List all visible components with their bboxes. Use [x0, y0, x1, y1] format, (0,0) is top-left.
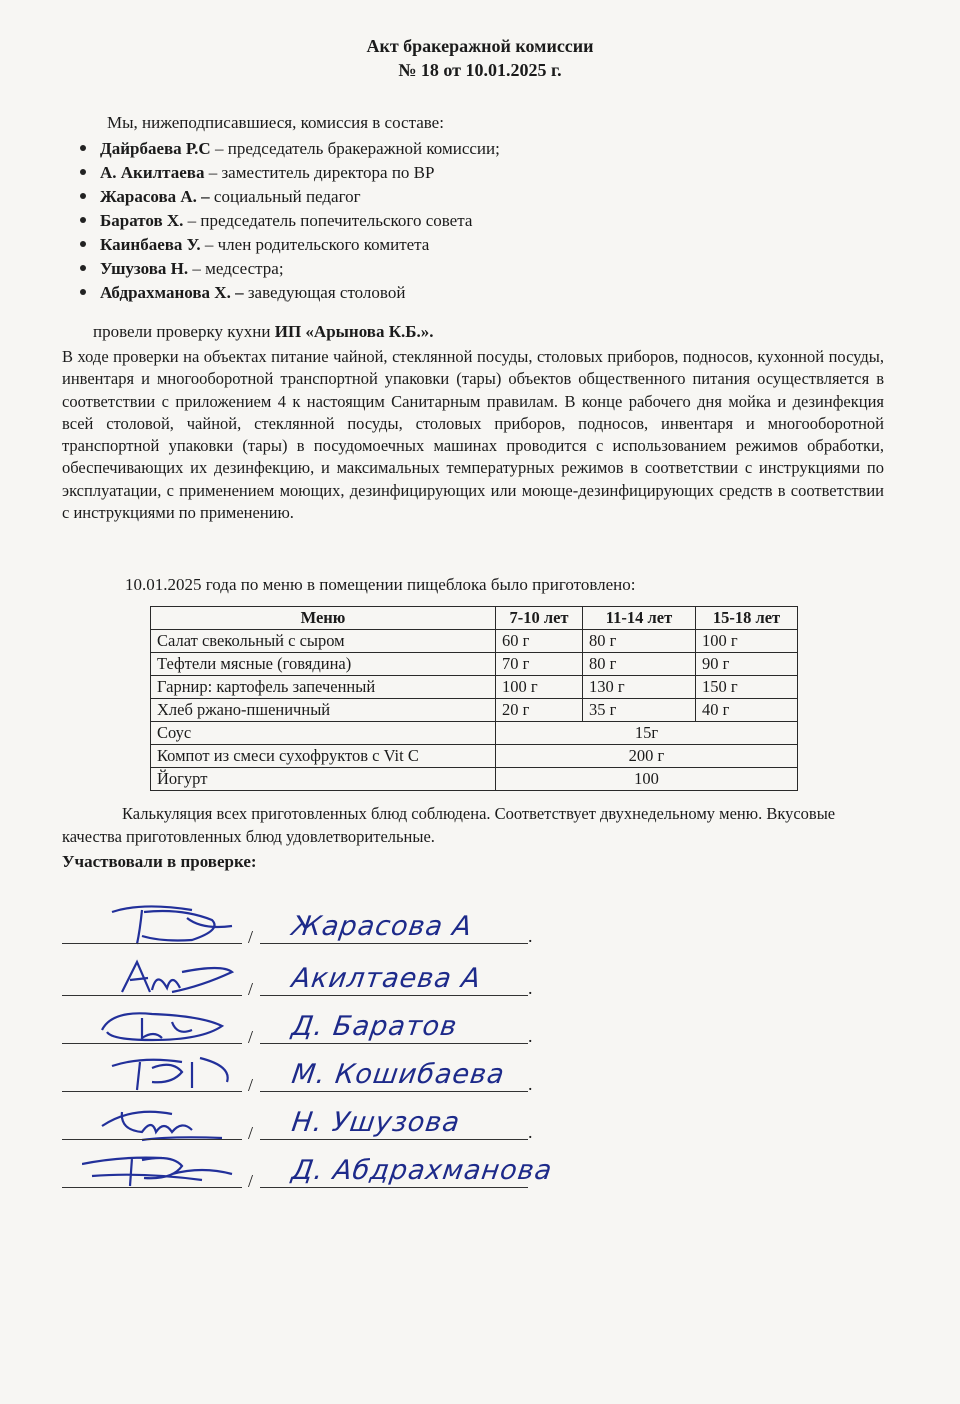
- bullet-icon: [80, 193, 86, 199]
- separator-slash: /: [248, 979, 254, 999]
- bullet-icon: [80, 217, 86, 223]
- table-cell: 100 г: [496, 676, 583, 699]
- table-cell: 100 г: [696, 630, 798, 653]
- bullet-icon: [80, 145, 86, 151]
- table-cell: 80 г: [583, 653, 696, 676]
- signature-mark: [82, 900, 242, 948]
- signature-mark: [82, 1144, 242, 1192]
- signature-mark: [82, 1048, 242, 1096]
- table-cell: 60 г: [496, 630, 583, 653]
- inspection-paragraph: В ходе проверки на объектах питание чайной, стеклянной посуды, столовых приборов, подносов, кухонной посуды, инвентаря и многооборотной транспортной упаковки (тары) объектов общественного питания осуществляется в соответствии с приложением 4 к настоящим Санитарным правилам. В конце рабочего дня мойка и дезинфекция всей столовой, чайной, стеклянной посуды, столовых приборов, подносов, инвентаря и многооборотной транспортной упаковки (тары) в посудомоечных машинах проводится с использованием режимов обработки, обеспечивающих их дезинфекцию, и максимальных температурных режимов в соответствии с инструкциями по эксплуатации, с применением моющих, дезинфицирующих или моюще-дезинфицирующих средств в соответствии с инструкциями по применению.: [62, 347, 884, 523]
- handwritten-name: Акилтаева А: [289, 963, 484, 994]
- handwritten-name: Д. Абдрахманова: [289, 1155, 555, 1186]
- member-role: – заместитель директора по ВР: [204, 163, 435, 182]
- signature-row: [62, 1000, 542, 1050]
- signature-line: [62, 1043, 242, 1044]
- table-cell: Компот из смеси сухофруктов с Vit C: [151, 745, 496, 768]
- table-cell: 15г: [496, 722, 798, 745]
- table-cell: 200 г: [496, 745, 798, 768]
- table-cell: Соус: [151, 722, 496, 745]
- document-title: Акт бракеражной комиссии: [366, 36, 594, 56]
- table-row: [151, 768, 798, 791]
- table-cell: Тефтели мясные (говядина): [151, 653, 496, 676]
- member-role: – председатель попечительского совета: [183, 211, 473, 230]
- table-row: [151, 722, 798, 745]
- member-role: заведующая столовой: [243, 283, 406, 302]
- name-line: [260, 995, 528, 996]
- line-end-dot: .: [528, 926, 533, 946]
- handwritten-name: Д. Баратов: [289, 1011, 460, 1042]
- name-line: [260, 1043, 528, 1044]
- table-cell: Хлеб ржано-пшеничный: [151, 699, 496, 722]
- intro-text: Мы, нижеподписавшиеся, комиссия в составе:: [107, 113, 444, 132]
- column-header: Меню: [151, 607, 496, 630]
- member-name: Ушузова Н.: [100, 259, 189, 278]
- table-cell: 20 г: [496, 699, 583, 722]
- member-item: [80, 161, 500, 185]
- member-name: Дайрбаева Р.С: [100, 139, 211, 158]
- handwritten-name: Жарасова А: [289, 911, 475, 942]
- bullet-icon: [80, 169, 86, 175]
- table-row: [151, 630, 798, 653]
- table-cell: Салат свекольный с сыром: [151, 630, 496, 653]
- handwritten-name: Н. Ушузова: [289, 1107, 463, 1138]
- member-name: Жарасова А. –: [100, 187, 210, 206]
- signature-mark: [82, 952, 242, 1000]
- table-row: [151, 745, 798, 768]
- handwritten-name: М. Кошибаева: [289, 1059, 507, 1090]
- table-cell: 100: [496, 768, 798, 791]
- name-line: [260, 1091, 528, 1092]
- separator-slash: /: [248, 927, 254, 947]
- signature-row: [62, 1096, 542, 1146]
- signature-row: [62, 952, 542, 1002]
- signature-row: [62, 1144, 555, 1194]
- line-end-dot: .: [528, 1074, 533, 1094]
- separator-slash: /: [248, 1123, 254, 1143]
- signature-row: [62, 900, 542, 950]
- bullet-icon: [80, 289, 86, 295]
- table-cell: Йогурт: [151, 768, 496, 791]
- table-cell: 150 г: [696, 676, 798, 699]
- table-cell: 90 г: [696, 653, 798, 676]
- member-name: А. Акилтаева: [100, 163, 205, 182]
- table-cell: 80 г: [583, 630, 696, 653]
- separator-slash: /: [248, 1027, 254, 1047]
- signature-mark: [82, 1000, 242, 1048]
- member-role: – медсестра;: [188, 259, 284, 278]
- document-number: № 18 от 10.01.2025 г.: [398, 60, 562, 80]
- column-header: 15-18 лет: [696, 607, 798, 630]
- signature-line: [62, 995, 242, 996]
- signature-line: [62, 1139, 242, 1140]
- bullet-icon: [80, 265, 86, 271]
- table-header-row: [151, 607, 798, 630]
- separator-slash: /: [248, 1171, 254, 1191]
- signature-line: [62, 1187, 242, 1188]
- inspection-company: ИП «Арынова К.Б.».: [274, 322, 434, 341]
- column-header: 7-10 лет: [496, 607, 583, 630]
- name-line: [260, 1187, 528, 1188]
- table-cell: Гарнир: картофель запеченный: [151, 676, 496, 699]
- calculation-text: Калькуляция всех приготовленных блюд соблюдена. Соответствует двухнедельному меню. Вкусовые качества приготовленных блюд удовлетворительные.: [62, 804, 836, 846]
- line-end-dot: .: [528, 1026, 533, 1046]
- separator-slash: /: [248, 1075, 254, 1095]
- table-row: [151, 676, 798, 699]
- table-cell: 35 г: [583, 699, 696, 722]
- line-end-dot: .: [528, 1122, 533, 1142]
- participants-label: Участвовали в проверке:: [62, 852, 257, 871]
- member-role: – председатель бракеражной комиссии;: [210, 139, 500, 158]
- menu-intro: 10.01.2025 года по меню в помещении пищеблока было приготовлено:: [125, 575, 636, 594]
- bullet-icon: [80, 241, 86, 247]
- table-row: [151, 653, 798, 676]
- member-name: Баратов Х.: [100, 211, 184, 230]
- member-role: – член родительского комитета: [200, 235, 430, 254]
- member-item: [80, 209, 500, 233]
- commission-members-list: [80, 137, 500, 305]
- member-item: [80, 233, 500, 257]
- inspection-prefix: провели проверку кухни: [93, 322, 275, 341]
- table-cell: 70 г: [496, 653, 583, 676]
- inspection-line: [93, 322, 434, 342]
- signature-line: [62, 943, 242, 944]
- column-header: 11-14 лет: [583, 607, 696, 630]
- member-role: социальный педагог: [209, 187, 361, 206]
- signature-row: [62, 1048, 542, 1098]
- name-line: [260, 1139, 528, 1140]
- line-end-dot: .: [528, 978, 533, 998]
- table-cell: 40 г: [696, 699, 798, 722]
- signature-line: [62, 1091, 242, 1092]
- member-item: [80, 281, 500, 305]
- signature-mark: [82, 1096, 242, 1144]
- member-name: Каинбаева У.: [100, 235, 201, 254]
- menu-table: [150, 606, 798, 791]
- table-cell: 130 г: [583, 676, 696, 699]
- member-item: [80, 185, 500, 209]
- table-row: [151, 699, 798, 722]
- member-item: [80, 137, 500, 161]
- member-item: [80, 257, 500, 281]
- name-line: [260, 943, 528, 944]
- member-name: Абдрахманова Х. –: [100, 283, 244, 302]
